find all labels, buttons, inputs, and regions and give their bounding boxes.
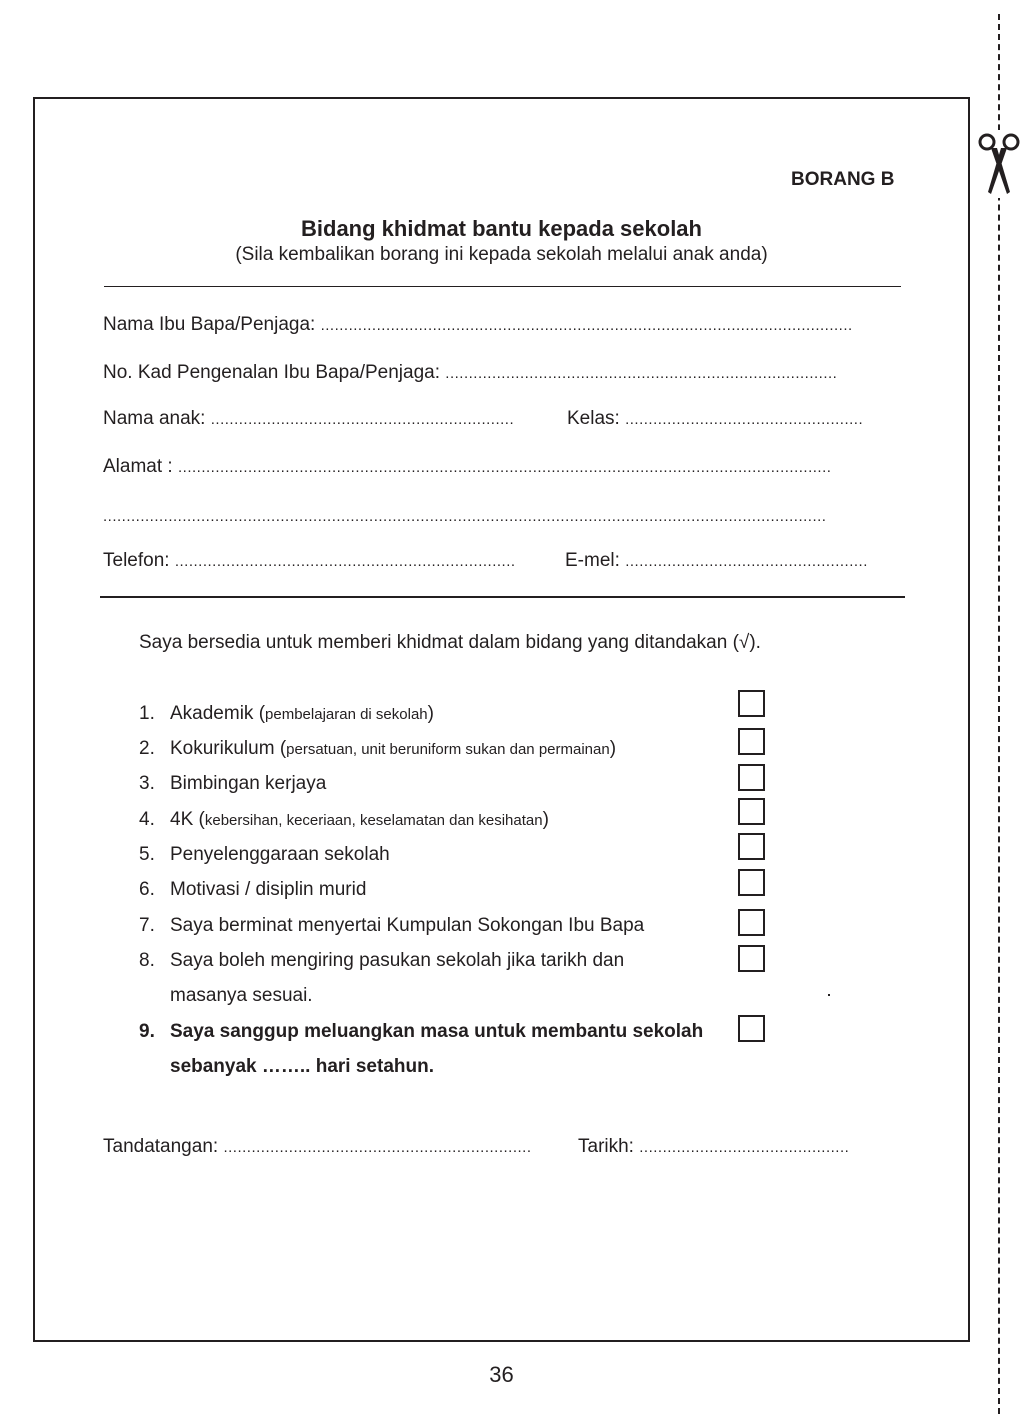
title-underline [104, 286, 901, 287]
parent-name-field[interactable] [103, 314, 853, 336]
form-title: Bidang khidmat bantu kepada sekolah [301, 216, 702, 241]
signature-field[interactable] [103, 1136, 532, 1158]
item-label: Penyelenggaraan sekolah [170, 844, 390, 865]
checkbox-bimbingan-kerjaya[interactable] [738, 764, 765, 791]
email-label: E-mel: [565, 550, 620, 571]
item-number: 6. [139, 879, 155, 900]
item-number: 8. [139, 950, 155, 971]
item-label: Saya sanggup meluangkan masa untuk membantu sekolah [170, 1021, 704, 1042]
item-label: Saya berminat menyertai Kumpulan Sokongan Ibu Bapa [170, 915, 645, 936]
child-name-label: Nama anak: [103, 408, 206, 429]
class-field[interactable] [567, 408, 863, 430]
item-label-cont: sebanyak …….. hari setahun. [170, 1056, 434, 1077]
email-field[interactable] [565, 550, 868, 572]
page-number: 36 [489, 1362, 514, 1387]
item-number: 3. [139, 773, 155, 794]
ic-number-line[interactable]: .................................................................................... [445, 365, 838, 382]
address-field[interactable] [103, 456, 831, 478]
class-label: Kelas: [567, 408, 620, 429]
email-line[interactable]: .................................................... [625, 553, 868, 570]
form-code: BORANG B [791, 169, 895, 190]
checkbox-kumpulan-sokongan[interactable] [738, 909, 765, 936]
address-field-2[interactable] [103, 505, 826, 527]
parent-name-line[interactable]: .................................................................................................................. [320, 317, 853, 334]
checkbox-4k[interactable] [738, 798, 765, 825]
phone-field[interactable] [103, 550, 516, 572]
address-label: Alamat : [103, 456, 173, 477]
phone-line[interactable]: ......................................................................... [174, 553, 516, 570]
date-field[interactable] [578, 1136, 849, 1158]
child-name-field[interactable] [103, 408, 514, 430]
checkbox-kokurikulum[interactable] [738, 728, 765, 755]
checkbox-motivasi[interactable] [738, 869, 765, 896]
class-line[interactable]: ................................................... [625, 411, 864, 428]
item-number: 9. [139, 1021, 155, 1042]
child-name-line[interactable]: ................................................................. [210, 411, 515, 428]
item-label-cont: masanya sesuai. [170, 985, 313, 1006]
item-number: 7. [139, 915, 155, 936]
date-line[interactable]: ............................................. [639, 1139, 850, 1156]
item-label: Akademik (pembelajaran di sekolah) [170, 703, 434, 724]
address-line-1[interactable]: ............................................................................................................................................ [177, 459, 832, 476]
form-subtitle: (Sila kembalikan borang ini kepada sekolah melalui anak anda) [235, 244, 768, 265]
item-label: Bimbingan kerjaya [170, 773, 327, 794]
item-label: Kokurikulum (persatuan, unit beruniform sukan dan permainan) [170, 738, 617, 759]
stray-dot [828, 994, 830, 996]
signature-line[interactable]: .................................................................. [223, 1139, 532, 1156]
scissors-icon [977, 130, 1021, 198]
checkbox-mengiring-pasukan[interactable] [738, 945, 765, 972]
item-number: 1. [139, 703, 155, 724]
parent-name-label: Nama Ibu Bapa/Penjaga: [103, 314, 316, 335]
item-label: 4K (kebersihan, keceriaan, keselamatan dan kesihatan) [170, 809, 549, 830]
address-line-2[interactable]: ........................................................................................................................................................... [103, 508, 827, 525]
section-divider [100, 596, 905, 598]
item-number: 2. [139, 738, 155, 759]
ic-number-field[interactable] [103, 362, 837, 384]
phone-label: Telefon: [103, 550, 170, 571]
intro-text: Saya bersedia untuk memberi khidmat dalam bidang yang ditandakan (√). [139, 632, 761, 653]
checkbox-meluangkan-masa[interactable] [738, 1015, 765, 1042]
signature-label: Tandatangan: [103, 1136, 219, 1157]
ic-number-label: No. Kad Pengenalan Ibu Bapa/Penjaga: [103, 362, 440, 383]
item-number: 5. [139, 844, 155, 865]
date-label: Tarikh: [578, 1136, 634, 1157]
checkbox-penyelenggaraan[interactable] [738, 833, 765, 860]
item-label: Saya boleh mengiring pasukan sekolah jika tarikh dan [170, 950, 625, 971]
checkbox-akademik[interactable] [738, 690, 765, 717]
item-number: 4. [139, 809, 155, 830]
item-label: Motivasi / disiplin murid [170, 879, 367, 900]
